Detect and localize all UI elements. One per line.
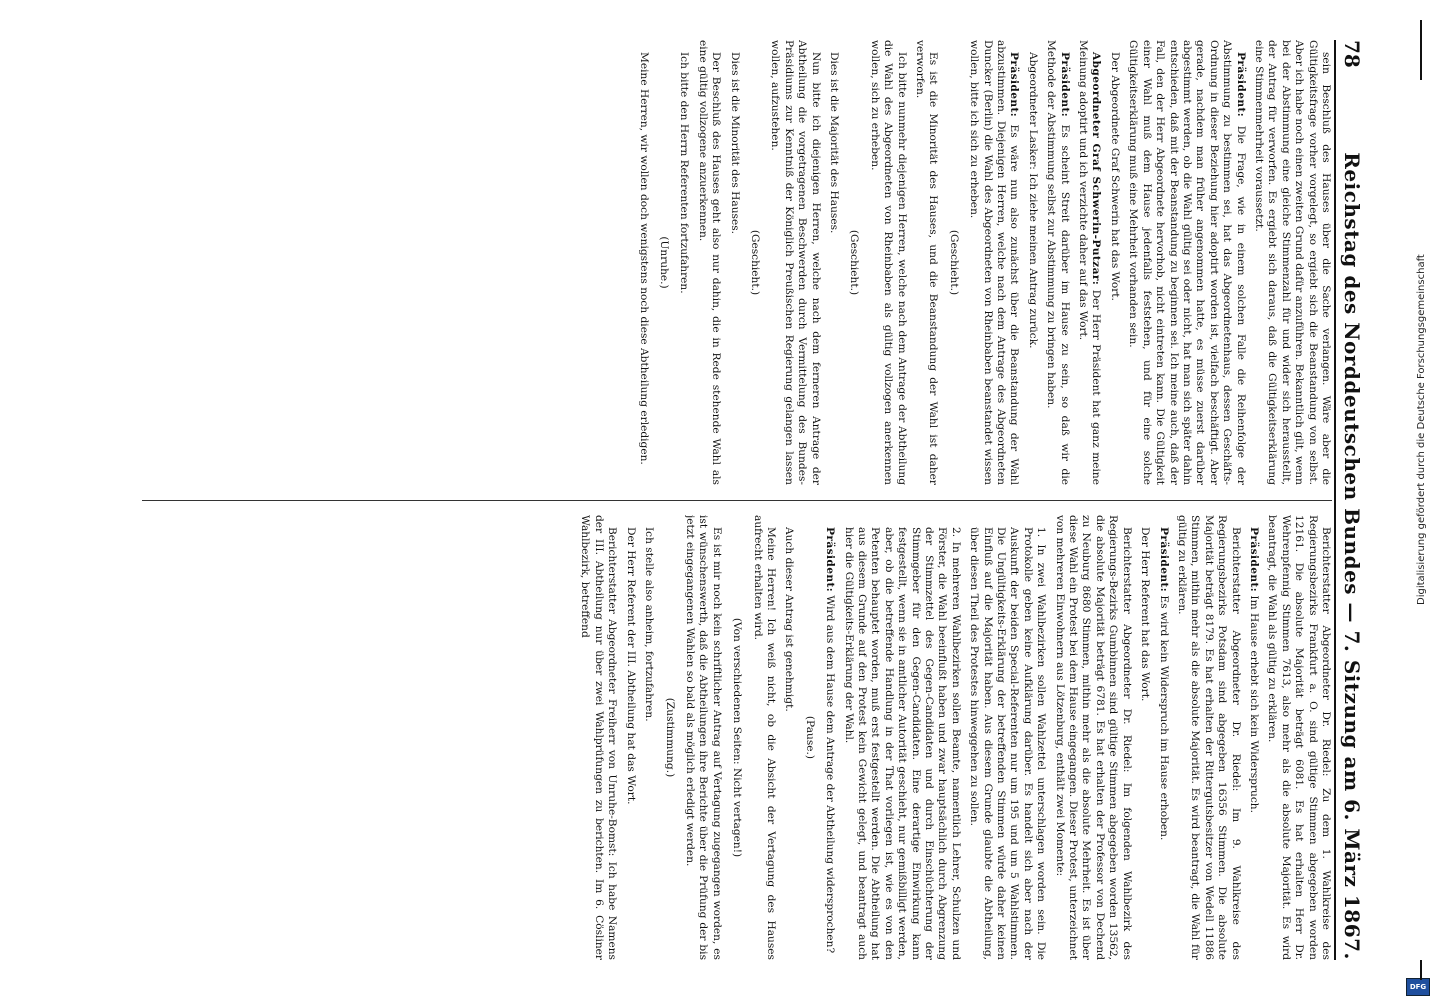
paragraph (823, 515, 836, 960)
paragraph-text: Der Abgeordnete Graf Schwerin hat das Wort. (1108, 52, 1121, 301)
paragraph (1265, 515, 1332, 960)
page-number: 78 (1340, 40, 1364, 68)
paragraph-text: 1. In zwei Wahlbezirken sollen Wahlzettel unterschlagen worden sein. Die Protokolle geben keine Aufklärung darüber. Es handelt sich aber nach der Auskunft der beiden Special-Referenten nur um 195 und um 5 Wahlstimmen. Die Ungültigkeits-Erklärung der betreffenden Stimmen würde daher keinen Einfluß auf die Majorität haben. Aus diesem Grunde glaubte die Abtheilung, über diesen Theil des Protestes hinweggehen zu sollen. (968, 527, 1048, 960)
paragraph-text: Dies ist die Minorität des Hauses. (728, 52, 741, 235)
scan-edge-mark (1420, 960, 1422, 980)
stage-direction: (Pause.) (803, 715, 816, 760)
right-text-column (142, 515, 1332, 960)
paragraph (683, 515, 723, 960)
stage-direction: (Geschieht.) (947, 229, 960, 296)
paragraph-text: Der Beschluß des Hauses geht also nur dahin, die in Rede stehende Wahl als eine gültig vollzogene anzuerkennen. (696, 40, 723, 485)
stage-direction: (Von verschiedenen Seiten: Nicht vertagen!) (731, 617, 744, 858)
paragraph-text: Berichterstatter Abgeordneter Dr. Riedel: Im 9. Wahlkreise des Regierungsbezirks Potsdam sind abgegeben 16356 Stimmen. Die absolute Majorität beträgt 8179. Es hat erhalten der Rittergutsbesitzer von Wedell 11886 Stimmen, mithin mehr als die absolute Majorität. Es wird beantragt, die Wahl für gültig zu erklären. (1175, 515, 1242, 960)
paragraph-text: Der Herr Präsident hat ganz meine Meinung adoptirt und ich verzichte daher auf das Wort. (1077, 40, 1103, 485)
numbered-paragraph (967, 515, 1047, 960)
dfg-logo: DFG (1406, 978, 1430, 996)
paragraph-text: 2. In mehreren Wahlbezirken sollen Beamte, namentlich Lehrer, Schulzen und Förster, die Wahl beeinflußt haben und zwar hauptsächlich durch Abgrenzung der Stimmzettel des Gegen-Candidaten und durch Einschüchterung der Stimmgeber für den Gegen-Candidaten. Eine derartige Einwirkung kann festgestellt, wenn sie in amtlicher Autorität geschieht, nur gemißbilligt werden, aber, ob die betreffende Handlung in der That vorliegen ist, wie es von den Petenten behauptet worden, muß erst festgestellt werden. Die Abtheilung hat aus diesem Grunde auf den Protest kein Gewicht gelegt, und beantragt auch hier die Gültigkeits-Erklärung der Wahl. (842, 527, 962, 960)
paragraph-text: sein Beschluß des Hauses über die Sache verlangen. Wäre aber die Gültigkeitsfrage vorher vorgelegt, so ergiebt sich die Beanstandung von selbst. Aber ich habe noch einen zweiten Grund dafür anzuführen. Bekanntlich gilt, wenn bei der Abstimmung eine gleiche Stimmenzahl für und wider sich herausstellt, der Antrag für verworfen. Es ergiebt sich daraus, daß die Gültigkeitserklärung eine Stimmenmehrheit voraussetzt. (1252, 40, 1332, 485)
paragraph (913, 40, 940, 485)
paragraph (1247, 515, 1260, 960)
paragraph-text: Meine Herren, wir wollen doch wenigstens noch diese Abtheilung erledigen. (637, 52, 650, 465)
paragraph (827, 40, 840, 485)
digitization-credit: Digitalisierung gefördert durch die Deutsche Forschungsgemeinschaft (1416, 254, 1427, 605)
paragraph-text: Ich bitte den Herrn Referenten fortzufahren. (678, 52, 691, 294)
paragraph (782, 515, 795, 960)
numbered-paragraph (841, 515, 962, 960)
paragraph-text: Berichterstatter Abgeordneter Dr. Riedel: Im folgenden Wahlbezirk des Regierungs-Bezirks Gumbinnen sind gültige Stimmen abgegeben worden 13562, die absolute Majorität beträgt 6781. Es hat erhalten der Professor von Dechend zu Neuburg 8680 Stimmen, mithin mehr als die absolute Mehrheit. Es ist über diese Wahl ein Protest bei dem Hause eingegangen. Dieser Protest, unterzeichnet von mehreren Einwohnern aus Lötzenburg, enthält zwei Momente: (1053, 515, 1133, 960)
paragraph-text: Es wird kein Widerspruch im Hause erhoben. (1157, 592, 1170, 841)
paragraph (1175, 515, 1242, 960)
paragraph (1252, 40, 1332, 485)
paragraph (867, 40, 907, 485)
paragraph-text: Es ist die Minorität des Hauses, und die Beanstandung der Wahl ist daher verworfen. (914, 40, 940, 485)
paragraph-text: Es ist mir noch kein schriftlicher Antrag auf Vertagung zugegangen worden, es ist wünschenswerth, daß die Abtheilungen ihre Berichte über die Prüfung der bis jetzt eingegangenen Wahlen so bald als möglich erledigt werden. (683, 515, 723, 960)
paragraph-text: Meine Herren! Ich weiß nicht, ob die Absicht der Vertagung des Hauses aufrecht erhalten wird. (751, 515, 777, 960)
stage-direction: (Geschieht.) (748, 229, 761, 296)
stage-direction: (Zustimmung.) (663, 697, 676, 778)
paragraph (578, 515, 618, 960)
speaker-label: Präsident: (1058, 52, 1071, 118)
speaker-label: Präsident: (824, 527, 837, 593)
paragraph-text: Berichterstatter Abgeordneter Dr. Riedel: Zu dem 1. Wahlkreise des Regierungsbezirks Frankfurt a. O. sind gültige Stimmen abgegeben worden 12161. Die absolute Majorität beträgt 6081. Es hat erhalten Herr Dr. Wehrenpfennig Stimmen 7613, also mehr als die absolute Majorität. Es wird beantragt, die Wahl als gültig zu erklären. (1266, 515, 1332, 960)
paragraph (636, 40, 649, 485)
column-divider (142, 500, 1332, 501)
paragraph-text: Dies ist die Majorität des Hauses. (828, 52, 840, 234)
paragraph-text: Der Herr Referent hat das Wort. (1139, 527, 1152, 702)
paragraph (750, 515, 777, 960)
page-header (1334, 40, 1372, 960)
speaker-label: Präsident: (1247, 527, 1260, 593)
paragraph (642, 515, 655, 960)
paragraph (1052, 515, 1132, 960)
paragraph (1044, 40, 1071, 485)
paragraph (1156, 515, 1169, 960)
stage-direction: (Geschieht.) (848, 229, 861, 296)
paragraph (1025, 40, 1038, 485)
speaker-label: Präsident: (1157, 527, 1170, 593)
paragraph (623, 515, 636, 960)
paragraph (768, 40, 822, 485)
paragraph-text: Der Herr Referent der III. Abtheilung hat das Wort. (624, 527, 637, 805)
running-title: Reichstag des Norddeutschen Bundes — 7. Sitzung am 6. März 1867. (1340, 152, 1364, 960)
paragraph-text: Die Frage, wie in einem solchen Falle die Reihenfolge der Abstimmung zu bestimmen sei, hat das Abgeordnetenhaus, dessen Geschäfts-Ordnung in dieser Beziehung hier adoptirt worden ist, vielfach beschäftigt. Aber gerade, nachdem man früher angenommen hatte, es müsse zuerst darüber abgestimmt werden, ob die Wahl gültig sei oder nicht, hat man sich später dahin entschieden, daß mit der Beanstandung zu beginnen sei. Ich meine auch, daß der Fall, den der Herr Abgeordnete hervorhob, nicht eintreten kann. Die Gültigkeit einer Wahl muß dem Hause jedenfalls feststehen, und für eine solche Gültigkeitserklärung muß eine Mehrheit vorhanden sein. (1127, 40, 1247, 485)
paragraph-text: Es scheint Streit darüber im Hause zu sein, so daß wir die Methode der Abstimmung selbst zur Abstimmung zu bringen haben. (1045, 40, 1071, 485)
speaker-label: Abgeordneter Graf Schwerin-Putzar: (1090, 52, 1103, 286)
paragraph (727, 40, 740, 485)
paragraph (1076, 40, 1103, 485)
paragraph-text: Berichterstatter Abgeordneter Freiherr von Unruhe-Bomst: Ich habe Namens der III. Abtheilung nur über zwei Wahlprüfungen zu berichten. Im 6. Cösliner Wahlbezirk, betreffend (579, 515, 619, 960)
paragraph-text: Ich stelle also anheim, fortzufahren. (643, 527, 656, 722)
speaker-label: Präsident: (1234, 52, 1247, 118)
paragraph (1138, 515, 1151, 960)
paragraph (967, 40, 1021, 485)
paragraph (1126, 40, 1247, 485)
paragraph-text: Nun bitte ich diejenigen Herren, welche nach dem ferneren Antrage der Abtheilung die vorgetragenen Beschwerden durch Vermittelung des Bundes-Präsidiums zur Kenntniß der Königlich Preußischen Regierung gelangen lassen wollen, aufzustehen. (769, 40, 822, 485)
stage-direction: (Unruhe.) (657, 236, 670, 289)
speaker-label: Präsident: (1008, 52, 1021, 118)
paragraph-text: Wird aus dem Hause dem Antrage der Abtheilung widersprochen? (824, 592, 837, 954)
paragraph-text: Ich bitte nunmehr diejenigen Herren, welche nach dem Antrage der Abtheilung die Wahl des Abgeordneten von Rheinbaben als gültig vollzogen anerkennen wollen, sich zu erheben. (868, 40, 908, 485)
paragraph (695, 40, 722, 485)
left-text-column (142, 40, 1332, 485)
paragraph (677, 40, 690, 485)
scan-edge-mark (1420, 20, 1422, 80)
paragraph-text: Auch dieser Antrag ist genehmigt. (783, 527, 796, 712)
paragraph-text: Es wäre nun also zunächst über die Beanstandung der Wahl abzustimmen. Diejenigen Herren, welche nach dem Antrage des Abgeordneten Duncker (Berlin) die Wahl des Abgeordneten von Rheinbaben beanstandet wissen wollen, bitte ich sich zu erheben. (968, 40, 1021, 485)
paragraph (1108, 40, 1121, 485)
paragraph-text: Im Hause erhebt sich kein Widerspruch. (1247, 592, 1260, 813)
paragraph-text: Abgeordneter Lasker: Ich ziehe meinen Antrag zurück. (1026, 52, 1039, 349)
